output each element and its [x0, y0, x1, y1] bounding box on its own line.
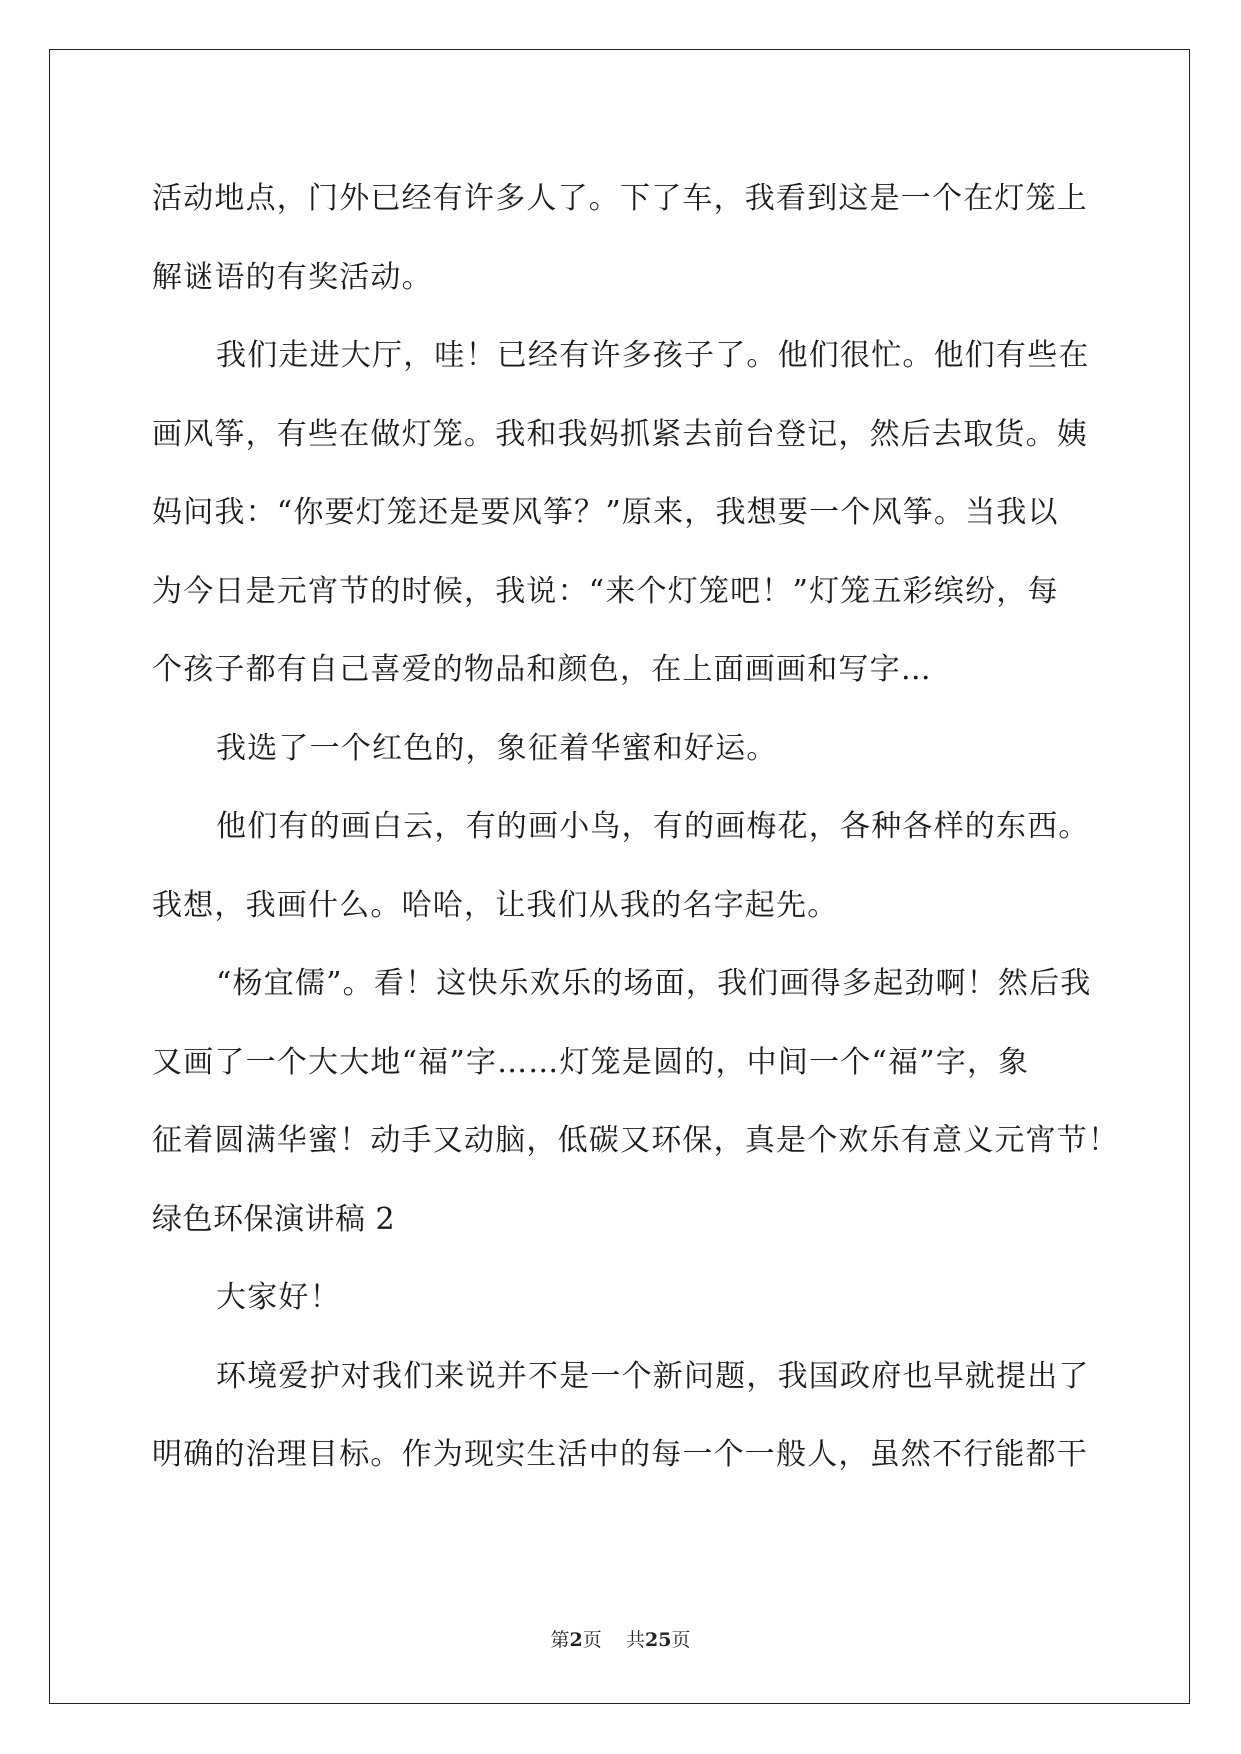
page-footer [0, 1625, 1241, 1652]
text-line: 个孩子都有自己喜爱的物品和颜色，在上面画画和写字… [152, 652, 932, 687]
footer-prefix: 第 [550, 1629, 570, 1651]
text-line: “杨宜儒”。看！这快乐欢乐的场面，我们画得多起劲啊！然后我 [216, 966, 1092, 1001]
total-pages: 25 [644, 1629, 672, 1651]
text-line: 大家好！ [216, 1280, 341, 1315]
text-line: 解谜语的有奖活动。 [152, 259, 433, 295]
text-line: 又画了一个大大地“福”字……灯笼是圆的，中间一个“福”字，象 [152, 1044, 1030, 1080]
text-line: 为今日是元宵节的时候，我说：“来个灯笼吧！”灯笼五彩缤纷，每 [152, 573, 1059, 609]
text-line: 妈问我：“你要灯笼还是要风筝？”原来，我想要一个风筝。当我以 [152, 495, 1059, 530]
text-line: 活动地点，门外已经有许多人了。下了车，我看到这是一个在灯笼上 [152, 181, 1088, 216]
text-line: 征着圆满华蜜！动手又动脑，低碳又环保，真是个欢乐有意义元宵节！ [152, 1123, 1120, 1158]
document-body [152, 160, 1120, 1495]
footer-page-suffix: 页 [582, 1629, 602, 1651]
text-line: 明确的治理目标。作为现实生活中的每一个一般人，虽然不行能都干 [152, 1437, 1088, 1472]
footer-total-suffix: 页 [671, 1629, 691, 1651]
section-heading: 绿色环保演讲稿 2 [152, 1201, 396, 1237]
text-line: 我们走进大厅，哇！已经有许多孩子了。他们很忙。他们有些在 [216, 338, 1090, 373]
page-number: 2 [569, 1629, 583, 1651]
text-line: 我想，我画什么。哈哈，让我们从我的名字起先。 [152, 887, 839, 923]
footer-total-prefix: 共 [625, 1629, 645, 1651]
text-line: 他们有的画白云，有的画小鸟，有的画梅花，各种各样的东西。 [216, 809, 1090, 844]
text-line: 环境爱护对我们来说并不是一个新问题，我国政府也早就提出了 [216, 1358, 1090, 1394]
text-line: 画风筝，有些在做灯笼。我和我妈抓紧去前台登记，然后去取货。姨 [152, 416, 1088, 452]
text-line: 我选了一个红色的，象征着华蜜和好运。 [216, 730, 778, 766]
